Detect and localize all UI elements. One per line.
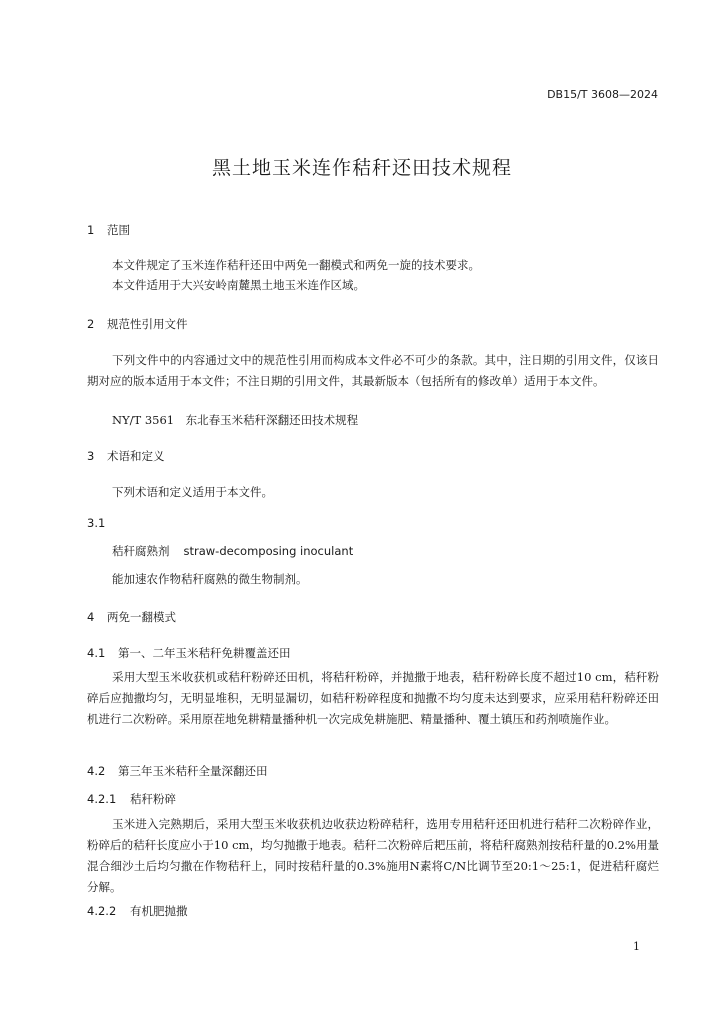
subsection-number: 4.2.1 (87, 792, 117, 806)
subsection-title: 第一、二年玉米秸秆免耕覆盖还田 (118, 646, 291, 660)
section-3-heading (87, 448, 165, 464)
term-number: 3.1 (87, 516, 106, 530)
section-title: 术语和定义 (107, 449, 165, 463)
term-entry (112, 543, 353, 559)
subsection-4-1-heading (87, 645, 291, 661)
section-4-heading (87, 609, 176, 625)
subsection-4-2-heading (87, 763, 268, 779)
paragraph: 本文件规定了玉米连作秸秆还田中两免一翻模式和两免一旋的技术要求。 (112, 258, 480, 272)
document-title: 黑土地玉米连作秸秆还田技术规程 (211, 157, 512, 179)
section-number: 1 (87, 223, 95, 237)
term-english: straw-decomposing inoculant (183, 544, 354, 558)
subsection-number: 4.2.2 (87, 904, 117, 918)
standard-number: DB15/T 3608—2024 (547, 88, 658, 101)
section-title: 范围 (107, 223, 130, 237)
subsection-title: 秸秆粉碎 (130, 792, 176, 806)
section-2-heading (87, 316, 188, 332)
subsection-number: 4.2 (87, 764, 106, 778)
term-chinese: 秸秆腐熟剂 (112, 544, 170, 558)
subsection-4-2-1-heading (87, 791, 176, 807)
term-definition: 能加速农作物秸秆腐熟的微生物制剂。 (112, 572, 308, 586)
section-number: 3 (87, 449, 95, 463)
page-number: 1 (633, 940, 640, 953)
subsection-title: 第三年玉米秸秆全量深翻还田 (118, 764, 268, 778)
subsection-title: 有机肥抛撒 (130, 904, 188, 918)
normative-reference: NY/T 3561 东北春玉米秸秆深翻还田技术规程 (112, 413, 359, 427)
section-number: 2 (87, 317, 95, 331)
subsection-4-2-2-heading (87, 903, 188, 919)
paragraph-text: 采用大型玉米收获机或秸秆粉碎还田机，将秸秆粉碎，并抛撒于地表，秸秆粉碎长度不超过10 cm，秸秆粉碎后应抛撒均匀，无明显堆积，无明显漏切，如秸秆粉碎程度和抛撒不均匀度未达到要求，应采用秸秆粉碎还田机进行二次粉碎。采用原茬地免耕精量播种机一次完成免耕施肥、精量播种、覆土镇压和药剂喷施作业。 (87, 670, 659, 726)
paragraph: 下列术语和定义适用于本文件。 (112, 485, 273, 499)
section-title: 规范性引用文件 (107, 317, 188, 331)
paragraph-text: 下列文件中的内容通过文中的规范性引用而构成本文件必不可少的条款。其中，注日期的引用文件，仅该日期对应的版本适用于本文件；不注日期的引用文件，其最新版本（包括所有的修改单）适用于本文件。 (87, 353, 659, 388)
paragraph (87, 350, 659, 392)
section-number: 4 (87, 610, 95, 624)
section-1-heading (87, 222, 130, 238)
section-title: 两免一翻模式 (107, 610, 176, 624)
paragraph (87, 814, 659, 898)
paragraph (87, 667, 659, 730)
paragraph-text: 玉米进入完熟期后，采用大型玉米收获机边收获边粉碎秸秆，选用专用秸秆还田机进行秸秆二次粉碎作业，粉碎后的秸秆长度应小于10 cm，均匀抛撒于地表。秸秆二次粉碎后耙压前，将秸秆腐熟剂按秸秆量的0.2%用量混合细沙土后均匀撒在作物秸秆上，同时按秸秆量的0.3%施用N素将C/N比调节至20:1～25:1，促进秸秆腐烂分解。 (87, 817, 659, 894)
paragraph: 本文件适用于大兴安岭南麓黑土地玉米连作区域。 (112, 278, 365, 292)
subsection-number: 4.1 (87, 646, 106, 660)
